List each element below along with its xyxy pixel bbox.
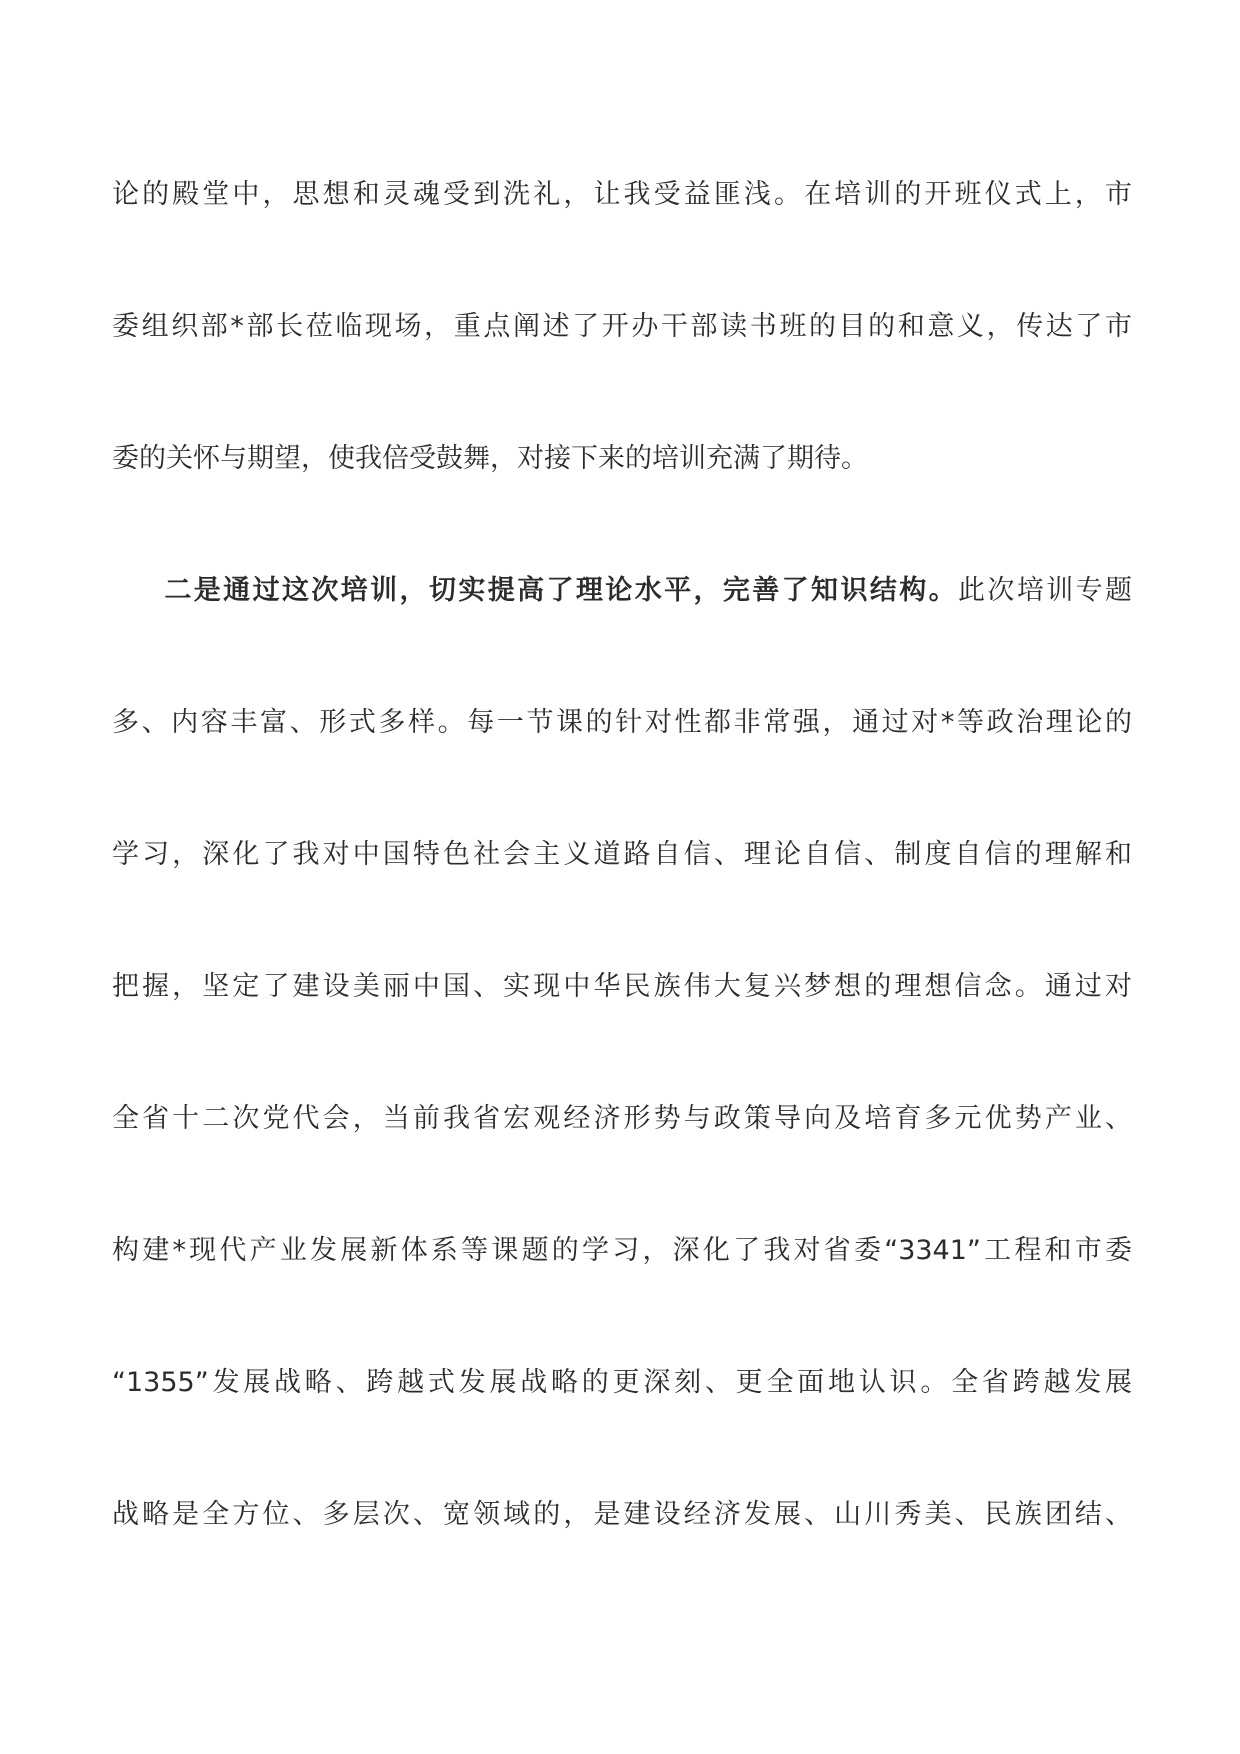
paragraph-1-line-3: 委的关怀与期望，使我倍受鼓舞，对接下来的培训充满了期待。 [112, 443, 868, 474]
paragraph-2-line-1-rest: 此次培训专题 [958, 575, 1132, 606]
paragraph-2-line-5: 全省十二次党代会，当前我省宏观经济形势与政策导向及培育多元优势产业、 [112, 1103, 1132, 1134]
paragraph-2-line-2: 多、内容丰富、形式多样。每一节课的针对性都非常强，通过对*等政治理论的 [112, 707, 1132, 738]
paragraph-2-line-6: 构建*现代产业发展新体系等课题的学习，深化了我对省委“3341”工程和市委 [112, 1235, 1132, 1266]
paragraph-2-line-1 [112, 571, 1132, 611]
paragraph-2-line-3: 学习，深化了我对中国特色社会主义道路自信、理论自信、制度自信的理解和 [112, 839, 1132, 870]
paragraph-2-line-4: 把握，坚定了建设美丽中国、实现中华民族伟大复兴梦想的理想信念。通过对 [112, 971, 1132, 1002]
paragraph-1-line-2: 委组织部*部长莅临现场，重点阐述了开办干部读书班的目的和意义，传达了市 [112, 311, 1132, 342]
paragraph-2-line-8: 战略是全方位、多层次、宽领域的，是建设经济发展、山川秀美、民族团结、 [112, 1499, 1132, 1530]
paragraph-2-heading: 二是通过这次培训，切实提高了理论水平，完善了知识结构。 [162, 575, 959, 606]
paragraph-2-line-7: “1355”发展战略、跨越式发展战略的更深刻、更全面地认识。全省跨越发展 [112, 1367, 1132, 1398]
paragraph-1-line-1: 论的殿堂中，思想和灵魂受到洗礼，让我受益匪浅。在培训的开班仪式上，市 [112, 179, 1132, 210]
